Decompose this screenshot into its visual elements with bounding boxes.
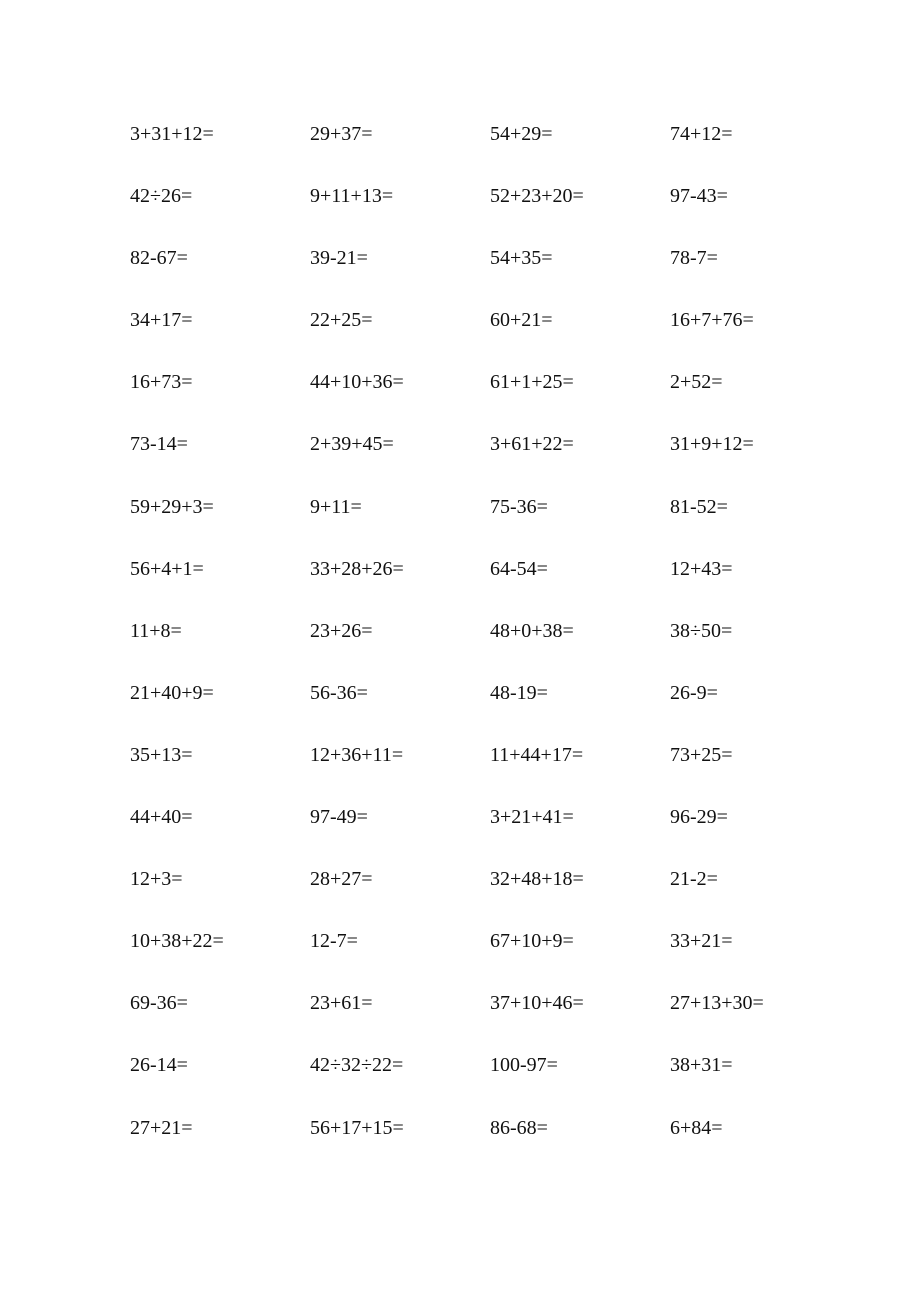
math-problem: 74+12= (670, 123, 733, 145)
problem-row (130, 366, 850, 428)
math-problem: 48+0+38= (490, 619, 574, 642)
math-problem: 44+40= (130, 806, 193, 829)
problem-row (130, 428, 850, 490)
math-problem: 78-7= (670, 247, 718, 270)
math-problem: 6+84= (670, 1116, 723, 1139)
math-problem: 28+27= (310, 868, 373, 891)
problem-row (130, 491, 850, 553)
arithmetic-worksheet (130, 118, 850, 1174)
problem-row (130, 863, 850, 925)
math-problem: 2+52= (670, 371, 723, 394)
math-problem: 67+10+9= (490, 930, 574, 953)
math-problem: 12+43= (670, 557, 733, 580)
math-problem: 16+7+76= (670, 309, 754, 332)
math-problem: 9+11+13= (310, 185, 394, 208)
math-problem: 59+29+3= (130, 495, 214, 518)
problem-row (130, 615, 850, 677)
math-problem: 73+25= (670, 743, 733, 766)
math-problem: 2+39+45= (310, 433, 394, 456)
math-problem: 12-7= (310, 930, 358, 953)
math-problem: 23+26= (310, 619, 373, 642)
math-problem: 42÷32÷22= (310, 1054, 404, 1077)
math-problem: 12+3= (130, 868, 183, 891)
math-problem: 3+61+22= (490, 433, 574, 456)
math-problem: 27+13+30= (670, 992, 764, 1015)
math-problem: 10+38+22= (130, 930, 224, 953)
math-problem: 35+13= (130, 743, 193, 766)
math-problem: 21-2= (670, 868, 718, 891)
math-problem: 97-43= (670, 185, 728, 208)
math-problem: 75-36= (490, 495, 548, 518)
math-problem: 21+40+9= (130, 681, 214, 704)
math-problem: 69-36= (130, 992, 188, 1015)
math-problem: 26-9= (670, 681, 718, 704)
math-problem: 56+4+1= (130, 557, 204, 580)
math-problem: 34+17= (130, 309, 193, 332)
math-problem: 3+21+41= (490, 806, 574, 829)
math-problem: 33+28+26= (310, 557, 404, 580)
problem-row (130, 925, 850, 987)
math-problem: 64-54= (490, 557, 548, 580)
math-problem: 29+37= (310, 123, 373, 145)
math-problem: 38+31= (670, 1054, 733, 1077)
math-problem: 11+8= (130, 619, 182, 642)
problem-row (130, 739, 850, 801)
math-problem: 39-21= (310, 247, 368, 270)
math-problem: 26-14= (130, 1054, 188, 1077)
problem-row (130, 1112, 850, 1174)
math-problem: 81-52= (670, 495, 728, 518)
math-problem: 73-14= (130, 433, 188, 456)
math-problem: 33+21= (670, 930, 733, 953)
math-problem: 42÷26= (130, 185, 193, 208)
math-problem: 11+44+17= (490, 743, 584, 766)
problem-row (130, 801, 850, 863)
math-problem: 38÷50= (670, 619, 733, 642)
math-problem: 96-29= (670, 806, 728, 829)
math-problem: 3+31+12= (130, 123, 214, 145)
problem-row (130, 1049, 850, 1111)
math-problem: 48-19= (490, 681, 548, 704)
problem-row (130, 304, 850, 366)
problem-row (130, 242, 850, 304)
math-problem: 61+1+25= (490, 371, 574, 394)
math-problem: 23+61= (310, 992, 373, 1015)
math-problem: 52+23+20= (490, 185, 584, 208)
math-problem: 16+73= (130, 371, 193, 394)
problem-row (130, 118, 850, 180)
math-problem: 44+10+36= (310, 371, 404, 394)
math-problem: 60+21= (490, 309, 553, 332)
math-problem: 56+17+15= (310, 1116, 404, 1139)
math-problem: 37+10+46= (490, 992, 584, 1015)
math-problem: 54+35= (490, 247, 553, 270)
math-problem: 27+21= (130, 1116, 193, 1139)
math-problem: 86-68= (490, 1116, 548, 1139)
math-problem: 56-36= (310, 681, 368, 704)
problem-row (130, 553, 850, 615)
math-problem: 9+11= (310, 495, 362, 518)
problem-row (130, 677, 850, 739)
math-problem: 97-49= (310, 806, 368, 829)
math-problem: 100-97= (490, 1054, 558, 1077)
math-problem: 12+36+11= (310, 743, 404, 766)
problem-row (130, 987, 850, 1049)
math-problem: 31+9+12= (670, 433, 754, 456)
math-problem: 22+25= (310, 309, 373, 332)
math-problem: 32+48+18= (490, 868, 584, 891)
problem-row (130, 180, 850, 242)
math-problem: 54+29= (490, 123, 553, 145)
math-problem: 82-67= (130, 247, 188, 270)
